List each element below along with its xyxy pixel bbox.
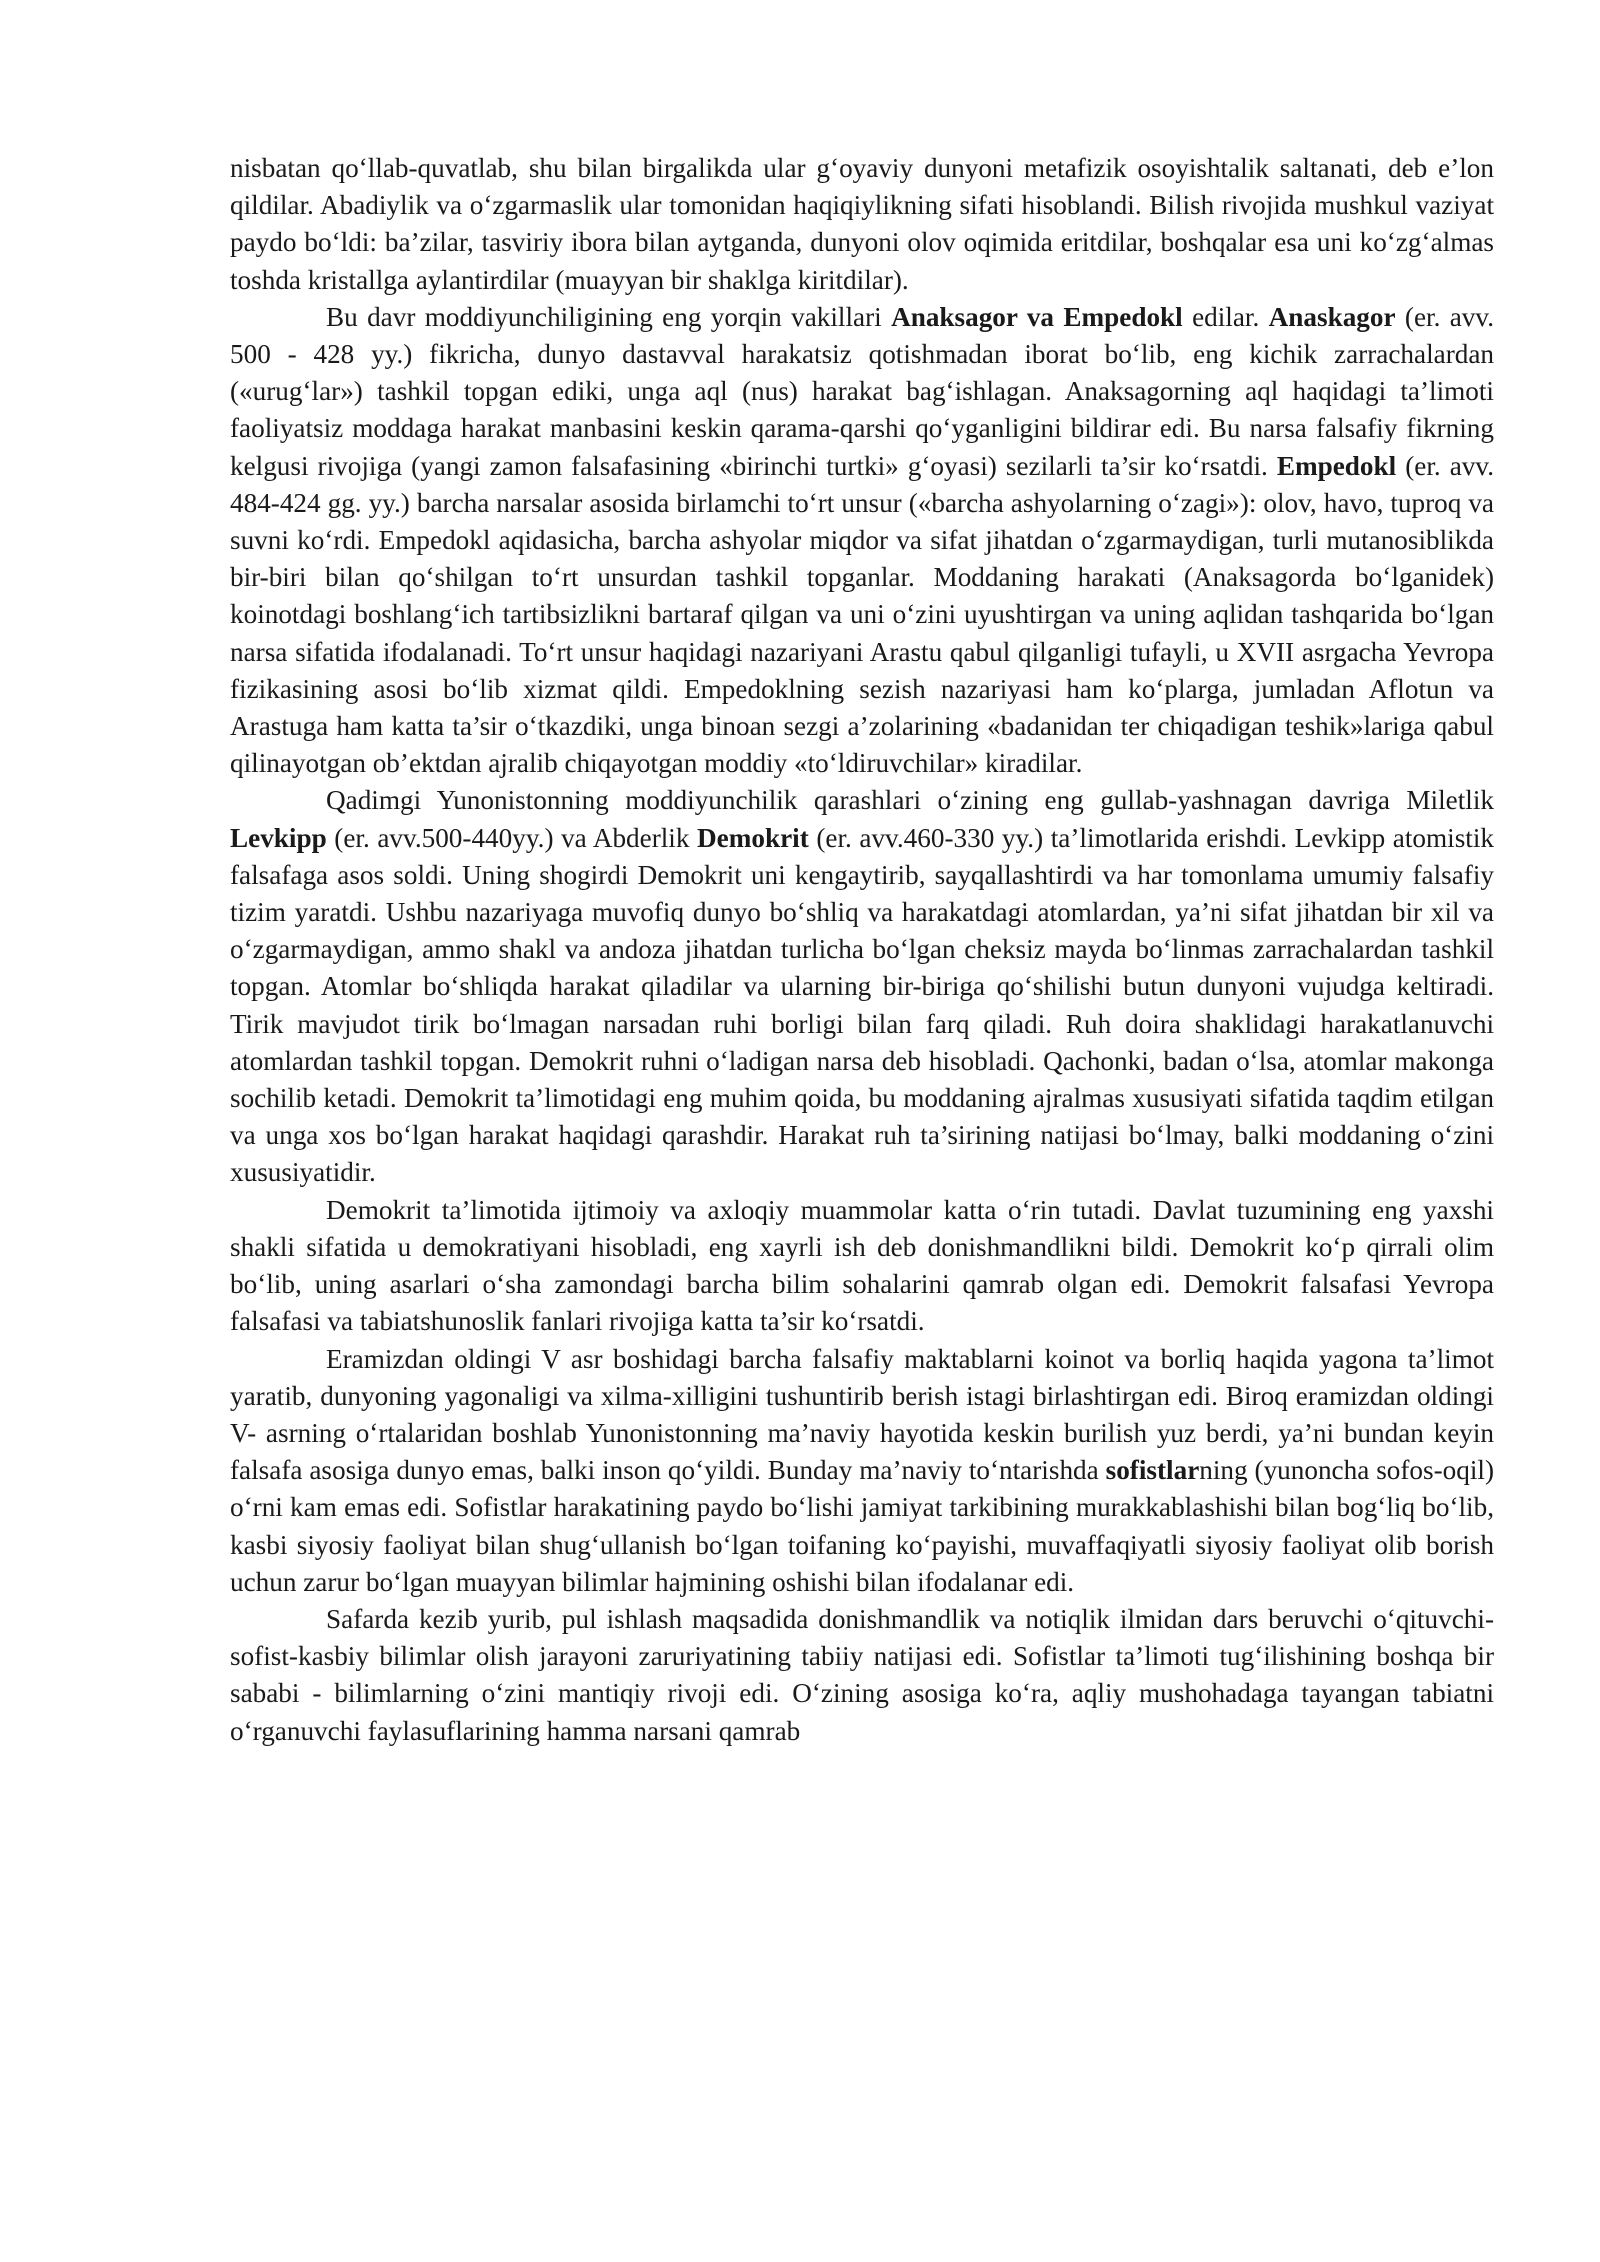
paragraph [230, 1601, 1494, 1750]
bold-term: Levkipp [230, 822, 327, 853]
document-page [230, 150, 1494, 1750]
text-run: Eramizdan oldingi V asr boshidagi barcha falsafiy maktablarni koinot va borliq haqida yagona ta’limot yaratib, dunyoning yagonaligi va xilma-xilligini tushuntirib berish istagi birlashtirgan edi. Biroq eramizdan oldingi V- asrning o‘rtalaridan boshlab Yunonistonning ma’naviy hayotida keskin burilish yuz berdi, ya’ni bundan keyin falsafa asosiga dunyo emas, balki inson qo‘yildi. Bunday ma’naviy to‘ntarishda [230, 1343, 1494, 1486]
text-run: ning (yunoncha sofos-oqil) o‘rni kam emas edi. Sofistlar harakatining paydo bo‘lishi jamiyat tarkibining murakkablashishi bilan bog‘liq bo‘lib, kasbi siyosiy faoliyat bilan shug‘ullanish bo‘lgan toifaning ko‘payishi, muvaffaqiyatli siyosiy faoliyat olib borish uchun zarur bo‘lgan muayyan bilimlar hajmining oshishi bilan ifodalanar edi. [230, 1455, 1495, 1597]
bold-term: Demokrit [697, 822, 809, 853]
bold-term: Anaskagor [1268, 301, 1396, 332]
text-run: Qadimgi Yunonistonning moddiyunchilik qarashlari o‘zining eng gullab-yashnagan davriga Miletlik [326, 785, 1494, 816]
paragraph [230, 299, 1494, 783]
bold-term: Anaksagor va Empedokl [891, 301, 1183, 332]
text-run: (er. avv.460-330 yy.) ta’limotlarida erishdi. Levkipp atomistik falsafaga asos soldi. Uning shogirdi Demokrit uni kengaytirib, sayqallashtirdi va har tomonlama umumiy falsafiy tizim yaratdi. Ushbu nazariyaga muvofiq dunyo bo‘shliq va harakatdagi atomlardan, ya’ni sifat jihatdan bir xil va o‘zgarmaydigan, ammo shakl va andoza jihatdan turlicha bo‘lgan cheksiz mayda bo‘linmas zarrachalardan tashkil topgan. Atomlar bo‘shliqda harakat qiladilar va ularning bir-biriga qo‘shilishi butun dunyoni vujudga keltiradi. Tirik mavjudot tirik bo‘lmagan narsadan ruhi borligi bilan farq qiladi. Ruh doira shaklidagi harakatlanuvchi atomlardan tashkil topgan. Demokrit ruhni o‘ladigan narsa deb hisobladi. Qachonki, badan o‘lsa, atomlar makonga sochilib ketadi. Demokrit ta’limotidagi eng muhim qoida, bu moddaning ajralmas xususiyati sifatida taqdim etilgan va unga xos bo‘lgan harakat haqidagi qarashdir. Harakat ruh ta’sirining natijasi bo‘lmay, balki moddaning o‘zini xususiyatidir. [230, 822, 1494, 1188]
text-run: nisbatan qo‘llab-quvatlab, shu bilan birgalikda ular g‘oyaviy dunyoni metafizik osoyishtalik saltanati, deb e’lon qildilar. Abadiylik va o‘zgarmaslik ular tomonidan haqiqiylikning sifati hisoblandi. Bilish rivojida mushkul vaziyat paydo bo‘ldi: ba’zilar, tasviriy ibora bilan aytganda, dunyoni olov oqimida eritdilar, boshqalar esa uni ko‘zg‘almas toshda kristallga aylantirdilar (muayyan bir shaklga kiritdilar). [230, 153, 1494, 295]
paragraph [230, 1192, 1494, 1341]
text-run: edilar. [1182, 301, 1269, 332]
paragraph [230, 150, 1494, 299]
paragraph [230, 1341, 1494, 1601]
text-run: Bu davr moddiyunchiligining eng yorqin vakillari [326, 301, 892, 332]
text-run: (er. avv. 500 - 428 yy.) fikricha, dunyo dastavval harakatsiz qotishmadan iborat bo‘lib, eng kichik zarrachalardan («urug‘lar») tashkil topgan ediki, unga aql (nus) harakat bag‘ishlagan. Anaksagorning aql haqidagi ta’limoti faoliyatsiz moddaga harakat manbasini keskin qarama-qarshi qo‘yganligini bildirar edi. Bu narsa falsafiy fikrning kelgusi rivojiga (yangi zamon falsafasining «birinchi turtki» g‘oyasi) sezilarli ta’sir ko‘rsatdi. [230, 301, 1495, 481]
text-run: Safarda kezib yurib, pul ishlash maqsadida donishmandlik va notiqlik ilmidan dars beruvchi o‘qituvchi-sofist-kasbiy bilimlar olish jarayoni zaruriyatining tabiiy natijasi edi. Sofistlar ta’limoti tug‘ilishining boshqa bir sababi - bilimlarning o‘zini mantiqiy rivoji edi. O‘zining asosiga ko‘ra, aqliy mushohadaga tayangan tabiatni o‘rganuvchi faylasuflarining hamma narsani qamrab [230, 1603, 1494, 1746]
text-run: Demokrit ta’limotida ijtimoiy va axloqiy muammolar katta o‘rin tutadi. Davlat tuzumining eng yaxshi shakli sifatida u demokratiyani hisobladi, eng xayrli ish deb donishmandlikni bildi. Demokrit ko‘p qirrali olim bo‘lib, uning asarlari o‘sha zamondagi barcha bilim sohalarini qamrab olgan edi. Demokrit falsafasi Yevropa falsafasi va tabiatshunoslik fanlari rivojiga katta ta’sir ko‘rsatdi. [230, 1194, 1494, 1337]
bold-term: sofistlar [1105, 1455, 1200, 1486]
text-run: (er. avv. 484-424 gg. yy.) barcha narsalar asosida birlamchi to‘rt unsur («barcha ashyolarning o‘zagi»): olov, havo, tuproq va suvni ko‘rdi. Empedokl aqidasicha, barcha ashyolar miqdor va sifat jihatdan o‘zgarmaydigan, turli mutanosiblikda bir-biri bilan qo‘shilgan to‘rt unsurdan tashkil topganlar. Moddaning harakati (Anaksagorda bo‘lganidek) koinotdagi boshlang‘ich tartibsizlikni bartaraf qilgan va uni o‘zini uyushtirgan va uning aqlidan tashqarida bo‘lgan narsa sifatida ifodalanadi. To‘rt unsur haqidagi nazariyani Arastu qabul qilganligi tufayli, u XVII asrgacha Yevropa fizikasining asosi bo‘lib xizmat qildi. Empedoklning sezish nazariyasi ham ko‘plarga, jumladan Aflotun va Arastuga ham katta ta’sir o‘tkazdiki, unga binoan sezgi a’zolarining «badanidan ter chiqadigan teshik»lariga qabul qilinayotgan ob’ektdan ajralib chiqayotgan moddiy «to‘ldiruvchilar» kiradilar. [230, 450, 1494, 779]
text-run: (er. avv.500-440yy.) va Abderlik [326, 822, 698, 853]
bold-term: Empedokl [1276, 450, 1397, 481]
paragraph [230, 782, 1494, 1191]
